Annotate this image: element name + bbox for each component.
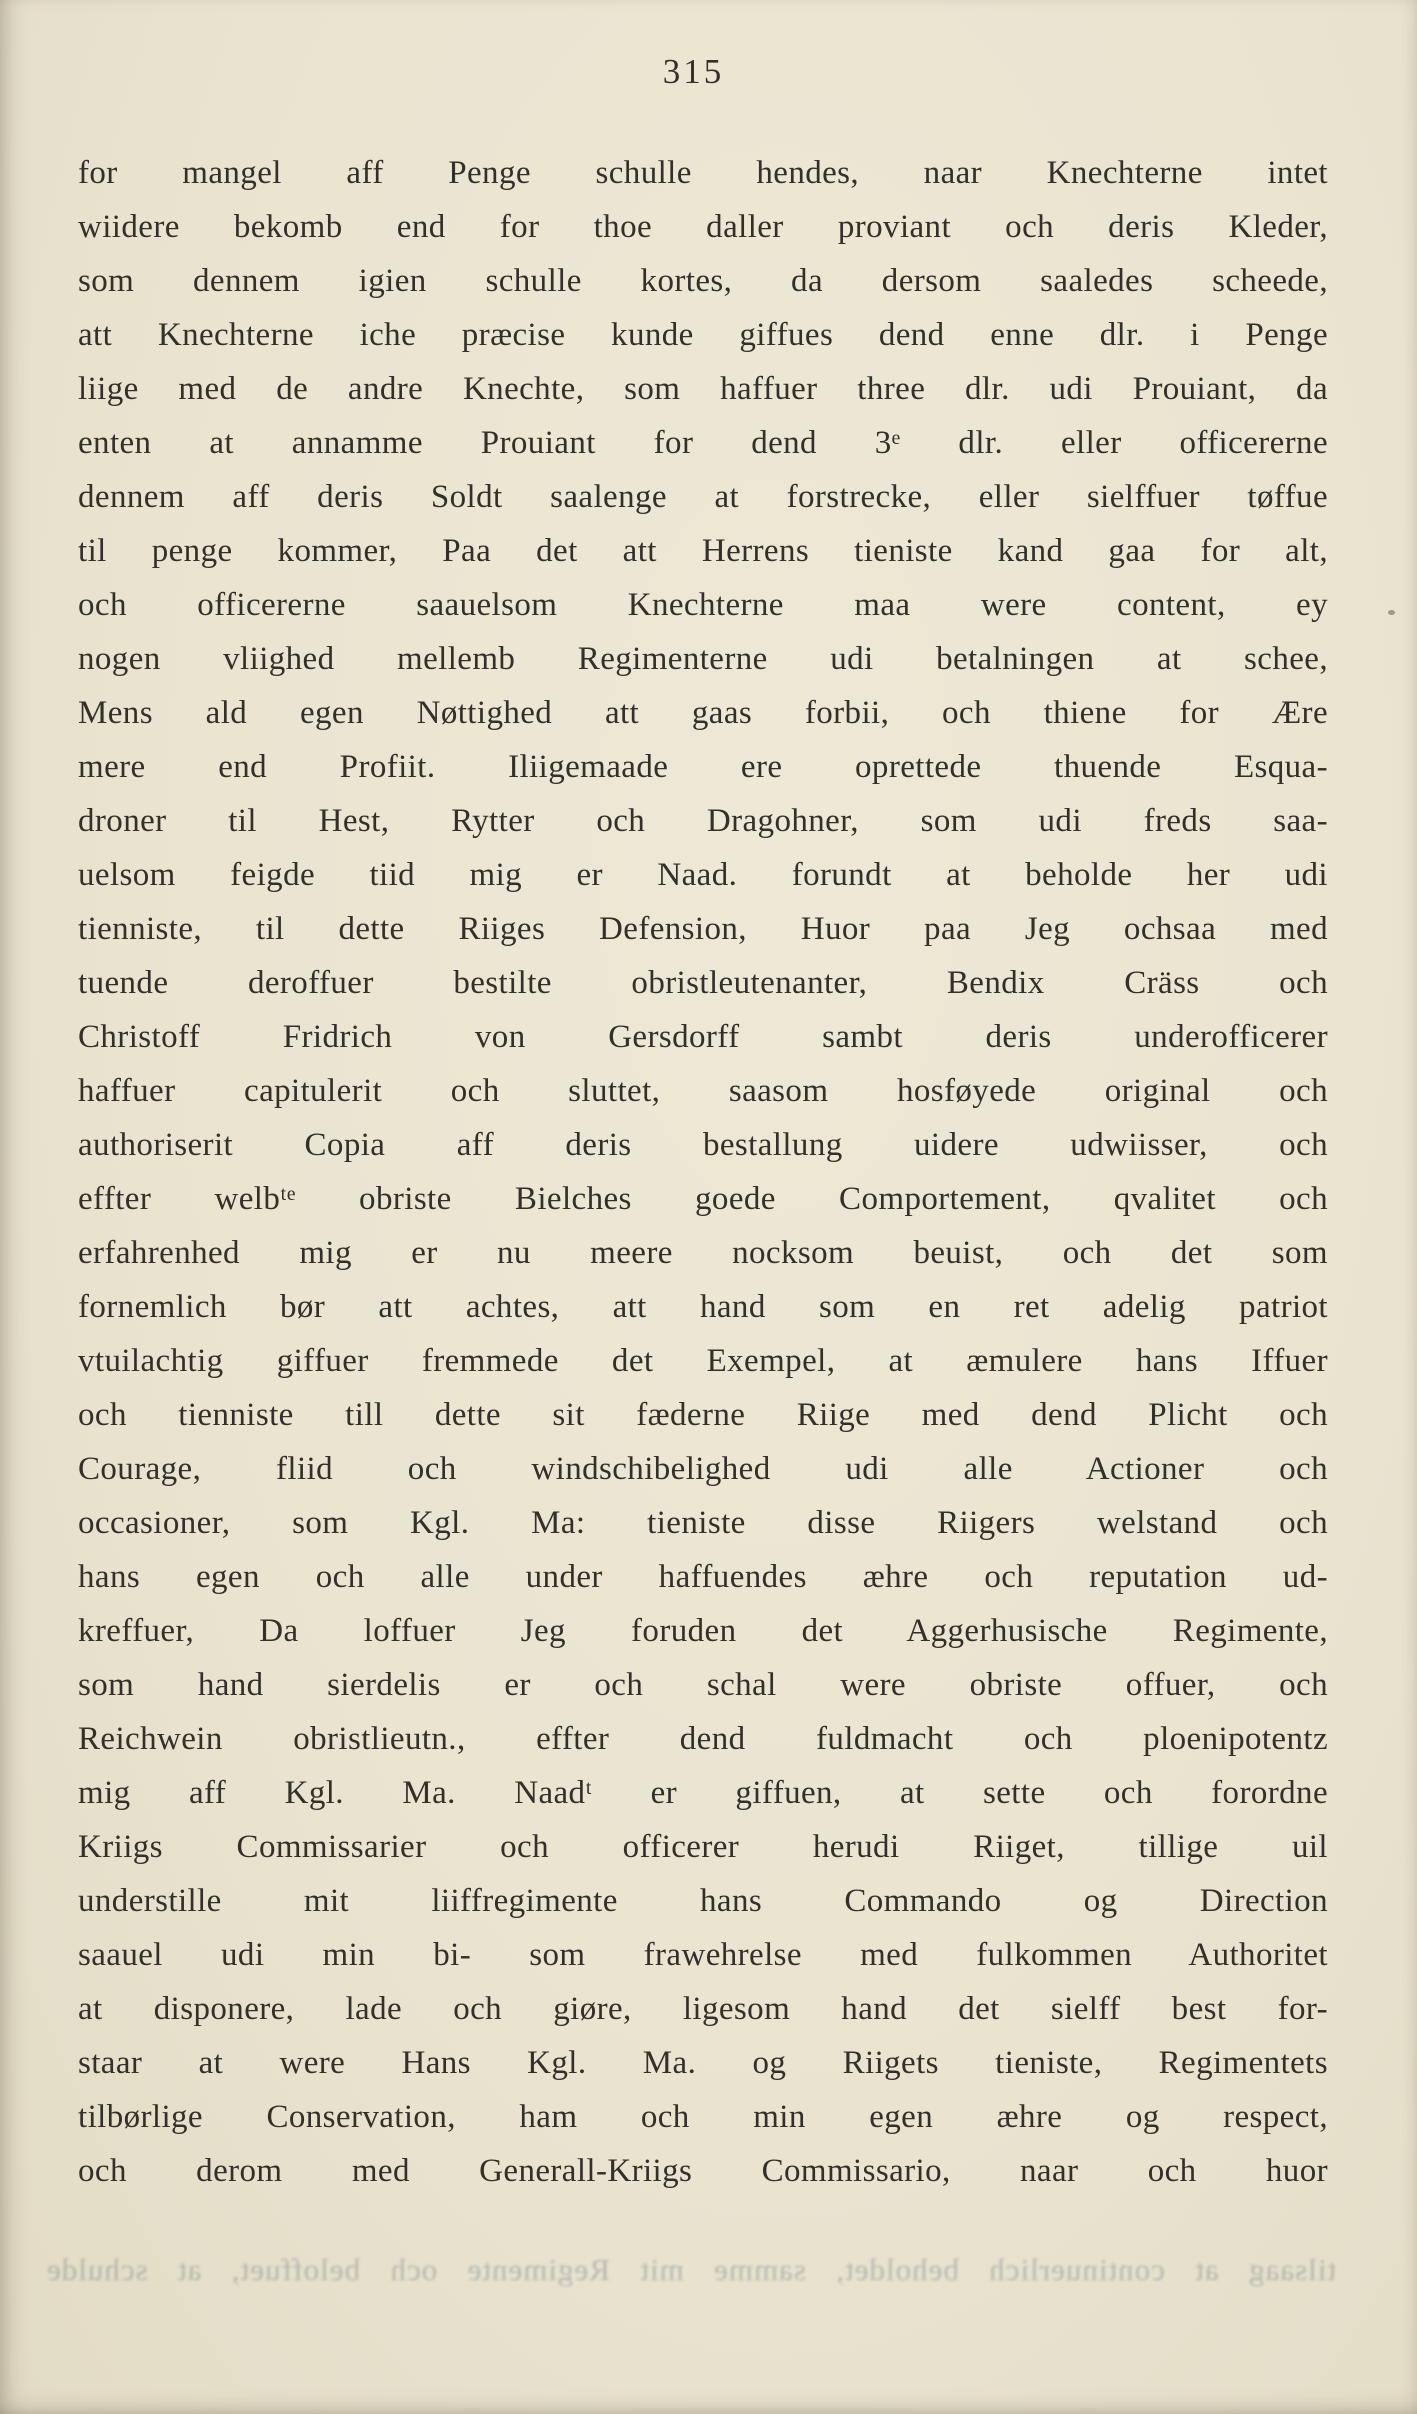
bleed-through-text: tilsaag at continuerlich beholdet, samme mit Regimente och beloffuet, at schulde [46,2252,1336,2287]
text-line: effter welbᵗᵉ obriste Bielches goede Comportement, qvalitet och [78,1181,1328,1217]
text-line: tuende deroffuer bestilte obristleutenanter, Bendix Cräss och [78,965,1328,1001]
text-line: occasioner, som Kgl. Ma: tieniste disse Riigers welstand och [78,1505,1328,1541]
text-line: Mens ald egen Nøttighed att gaas forbii, och thiene for Ære [78,695,1328,731]
text-line: och derom med Generall-Kriigs Commissario, naar och huor [78,2153,1328,2189]
text-line: saauel udi min bi- som frawehrelse med fulkommen Authoritet [78,1937,1328,1973]
text-line: droner til Hest, Rytter och Dragohner, som udi freds saa- [78,803,1328,839]
text-line: liige med de andre Knechte, som haffuer three dlr. udi Prouiant, da [78,371,1328,407]
text-line: haffuer capitulerit och sluttet, saasom hosføyede original och [78,1073,1328,1109]
text-line: tienniste, til dette Riiges Defension, Huor paa Jeg ochsaa med [78,911,1328,947]
text-line: for mangel aff Penge schulle hendes, naar Knechterne intet [78,155,1328,191]
paper-speck [1388,610,1395,615]
text-line: fornemlich bør att achtes, att hand som en ret adelig patriot [78,1289,1328,1325]
text-line: enten at annamme Prouiant for dend 3ᵉ dlr. eller officererne [78,425,1328,461]
page-number: 315 [662,52,725,91]
text-line: Reichwein obristlieutn., effter dend fuldmacht och ploenipotentz [78,1721,1328,1757]
text-line: wiidere bekomb end for thoe daller proviant och deris Kleder, [78,209,1328,245]
text-line: erfahrenhed mig er nu meere nocksom beuist, och det som [78,1235,1328,1271]
text-line: och tienniste till dette sit fæderne Riige med dend Plicht och [78,1397,1328,1433]
text-line: staar at were Hans Kgl. Ma. og Riigets tieniste, Regimentets [78,2045,1328,2081]
text-line: Kriigs Commissarier och officerer herudi Riiget, tillige uil [78,1829,1328,1865]
text-line: mig aff Kgl. Ma. Naadᵗ er giffuen, at sette och forordne [78,1775,1328,1811]
text-line: authoriserit Copia aff deris bestallung uidere udwiisser, och [78,1127,1328,1163]
text-line: som hand sierdelis er och schal were obriste offuer, och [78,1667,1328,1703]
text-line: understille mit liiffregimente hans Commando og Direction [78,1883,1328,1919]
text-line: uelsom feigde tiid mig er Naad. forundt at beholde her udi [78,857,1328,893]
text-line: dennem aff deris Soldt saalenge at forstrecke, eller sielffuer tøffue [78,479,1328,515]
text-line: tilbørlige Conservation, ham och min egen æhre og respect, [78,2099,1328,2135]
text-line: Christoff Fridrich von Gersdorff sambt deris underofficerer [78,1019,1328,1055]
text-line: hans egen och alle under haffuendes æhre och reputation ud- [78,1559,1328,1595]
text-line: som dennem igien schulle kortes, da dersom saaledes scheede, [78,263,1328,299]
text-line: att Knechterne iche præcise kunde giffues dend enne dlr. i Penge [78,317,1328,353]
text-line: nogen vliighed mellemb Regimenterne udi betalningen at schee, [78,641,1328,677]
text-line: Courage, fliid och windschibelighed udi alle Actioner och [78,1451,1328,1487]
body-text-block [78,146,1328,2198]
text-line: til penge kommer, Paa det att Herrens tieniste kand gaa for alt, [78,533,1328,569]
text-line: vtuilachtig giffuer fremmede det Exempel, at æmulere hans Iffuer [78,1343,1328,1379]
text-line: och officererne saauelsom Knechterne maa were content, ey [78,587,1328,623]
text-line: at disponere, lade och giøre, ligesom hand det sielff best for- [78,1991,1328,2027]
text-line: mere end Profiit. Iliigemaade ere oprettede thuende Esqua- [78,749,1328,785]
text-line: kreffuer, Da loffuer Jeg foruden det Aggerhusische Regimente, [78,1613,1328,1649]
